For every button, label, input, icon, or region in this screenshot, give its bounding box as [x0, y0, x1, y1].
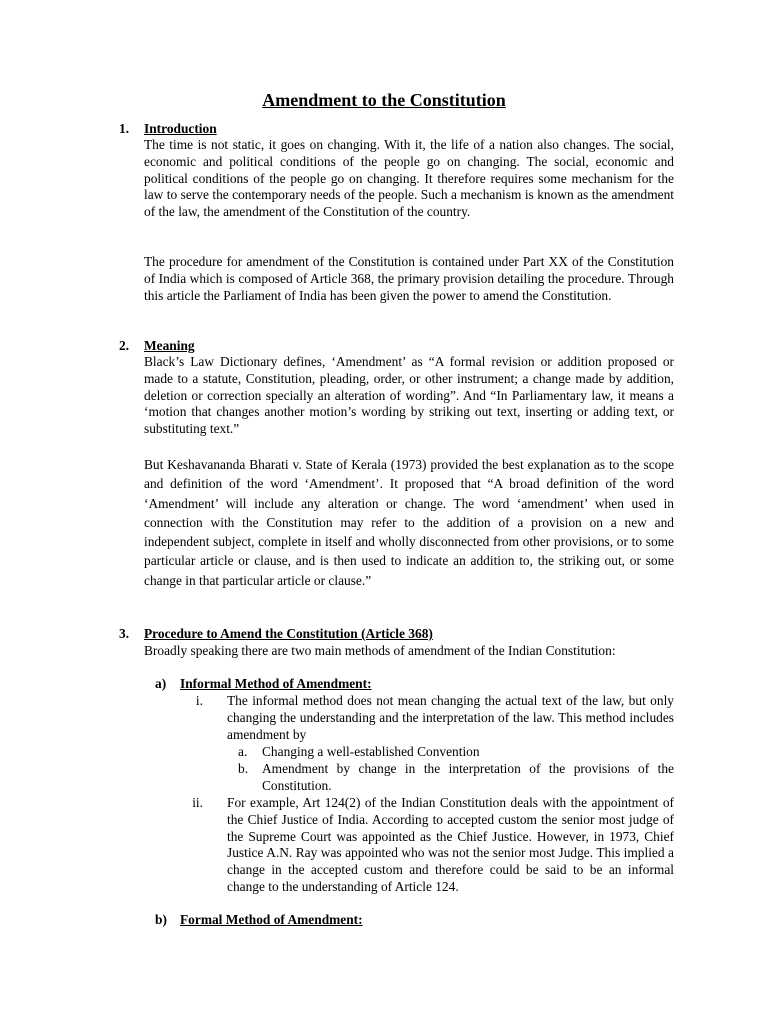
section-number: 2. [119, 338, 130, 353]
sublist-item: Changing a well-established Convention [262, 744, 480, 759]
subsection-heading-formal: Formal Method of Amendment: [180, 912, 363, 927]
paragraph: Broadly speaking there are two main methods of amendment of the Indian Constitution: [144, 643, 616, 658]
list-item-label: ii. [192, 795, 203, 810]
document-title: Amendment to the Constitution [262, 90, 506, 110]
list-item: For example, Art 124(2) of the Indian Constitution deals with the appointment of the Chief Justice of India. According to accepted custom the senior most judge of the Supreme Court was appointed as the Chief Justice. However, in 1973, Chief Justice A.N. Ray was appointed who was not the senior most Judge. This implied a change in the accepted custom and therefore could be said to be an informal change to the understanding of Article 124. [227, 795, 674, 894]
list-item-label: i. [195, 693, 203, 708]
section-heading-procedure: Procedure to Amend the Constitution (Article 368) [144, 626, 433, 641]
subsection-label: b) [155, 912, 167, 927]
section-heading-meaning: Meaning [144, 338, 195, 353]
paragraph: Black’s Law Dictionary defines, ‘Amendment’ as “A formal revision or addition proposed or made to a statute, Constitution, pleading, order, or other instrument; a change made by addition, deletion or correction specially an alteration of wording”. And “In Parliamentary law, it means a ‘motion that changes another motion’s wording by striking out text, inserting or adding text, or substituting text.” [144, 354, 674, 437]
subsection-label: a) [155, 676, 167, 691]
subsection-heading-informal: Informal Method of Amendment: [180, 676, 372, 691]
section-number: 3. [119, 626, 130, 641]
sublist-item-label: b. [238, 761, 249, 776]
sublist-item-label: a. [238, 744, 248, 759]
list-item: The informal method does not mean changing the actual text of the law, but only changing the understanding and the interpretation of the law. This method includes amendment by [227, 693, 674, 742]
paragraph: The time is not static, it goes on changing. With it, the life of a nation also changes. The social, economic and political conditions of the people go on changing. The social, economic and political conditions of the people go on changing. It therefore requires some mechanism for the law to serve the contemporary needs of the people. Such a mechanism is known as the amendment of the law, the amendment of the Constitution of the country. [144, 137, 674, 220]
sublist-item: Amendment by change in the interpretation of the provisions of the Constitution. [262, 761, 674, 793]
paragraph: But Keshavananda Bharati v. State of Kerala (1973) provided the best explanation as to the scope and definition of the word ‘Amendment’. It proposed that “A broad definition of the word ‘Amendment’ will include any alteration or change. The word ‘amendment’ when used in connection with the Constitution may refer to the addition of a provision on a new and independent subject, complete in itself and wholly disconnected from other provisions, or to some particular article or clause, and is then used to indicate an addition to, the striking out, or some change in that particular article or clause.” [144, 457, 674, 588]
paragraph: The procedure for amendment of the Constitution is contained under Part XX of the Constitution of India which is composed of Article 368, the primary provision detailing the procedure. Through this article the Parliament of India has been given the power to amend the Constitution. [144, 254, 674, 303]
section-number: 1. [119, 121, 130, 136]
section-heading-introduction: Introduction [144, 121, 217, 136]
